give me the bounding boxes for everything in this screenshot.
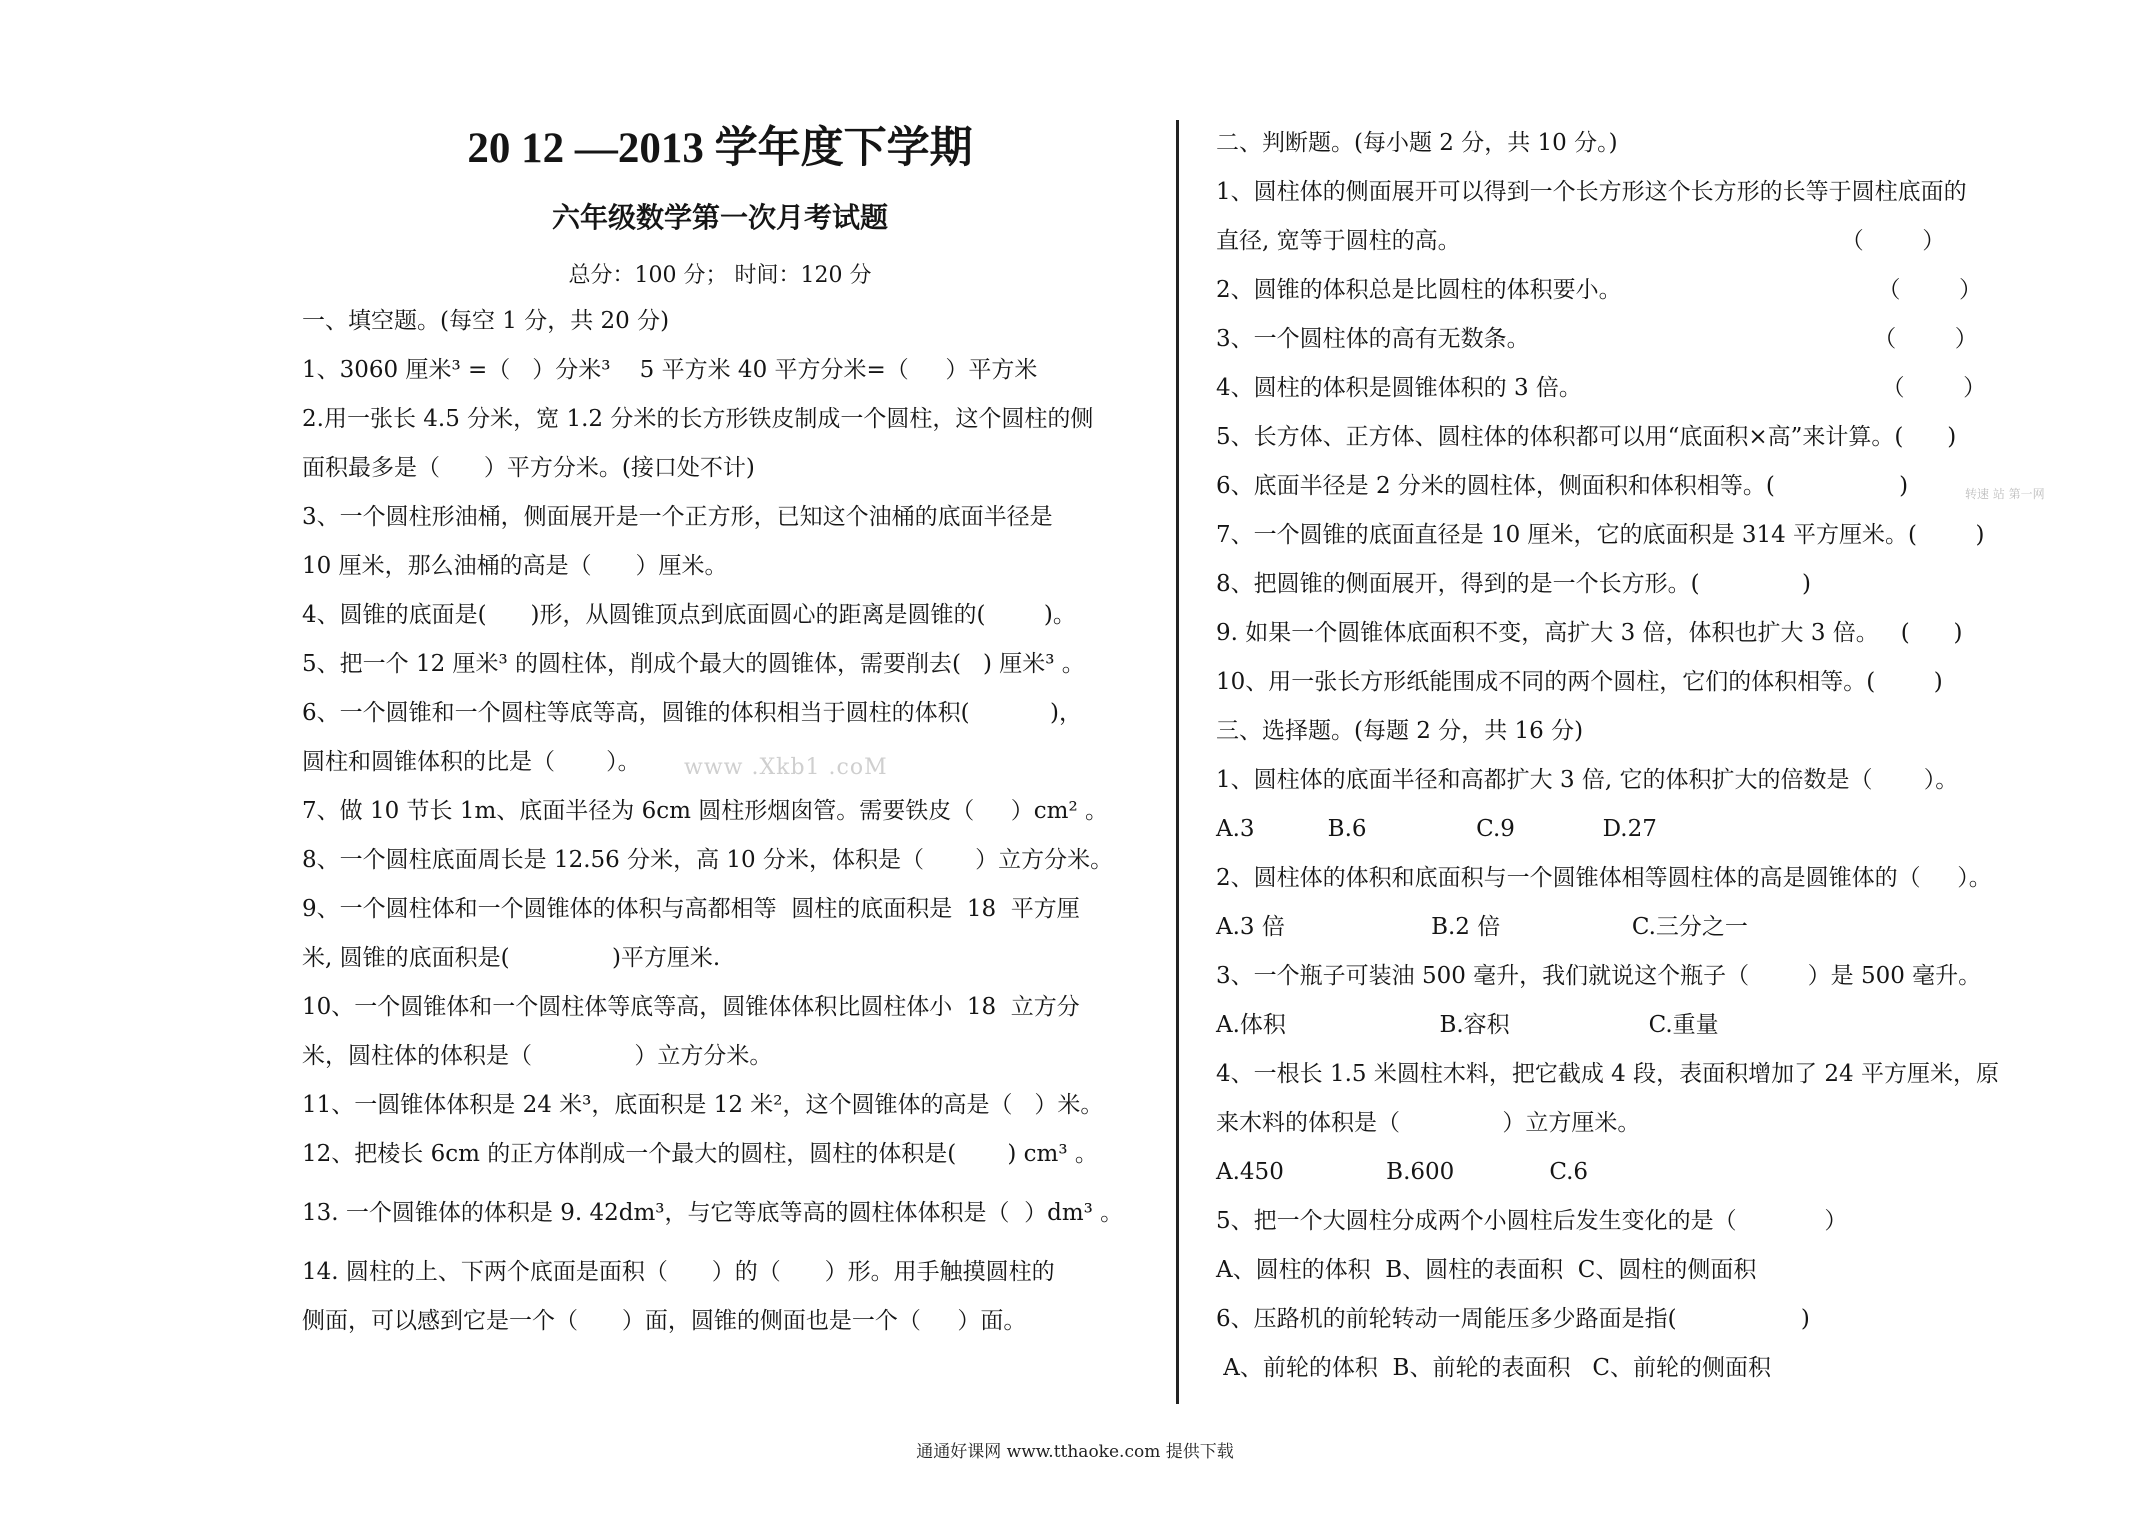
choice-options: A.3 B.6 C.9 D.27 [1216,816,1657,842]
question-line: 5、长方体、正方体、圆柱体的体积都可以用“底面积×高”来计算。( ) [1216,424,1957,450]
question-line: 3、一个圆柱体的高有无数条。 （ ） [1216,326,1978,352]
question-line: 5、把一个大圆柱分成两个小圆柱后发生变化的是（ ） [1216,1208,1848,1234]
question-line: 11、一圆锥体体积是 24 米³，底面积是 12 米²，这个圆锥体的高是（ ）米。 [302,1092,1104,1118]
section-heading-fill-blank: 一、填空题。(每空 1 分，共 20 分) [302,308,670,334]
watermark: www .Xkb1 .coM [684,755,888,780]
question-line: 8、一个圆柱底面周长是 12.56 分米，高 10 分米，体积是（ ）立方分米。 [302,847,1114,873]
question-line: 10、一个圆锥体和一个圆柱体等底等高，圆锥体体积比圆柱体小 18 立方分 [302,994,1080,1020]
question-line: 1、3060 厘米³ =（ ）分米³ 5 平方米 40 平方分米=（ ）平方米 [302,357,1038,383]
question-line: 5、把一个 12 厘米³ 的圆柱体，削成个最大的圆锥体，需要削去( ) 厘米³ 。 [302,651,1085,677]
question-line: 7、做 10 节长 1m、底面半径为 6cm 圆柱形烟囱管。需要铁皮（ ）cm² 。 [302,798,1108,824]
question-line: 1、圆柱体的底面半径和高都扩大 3 倍, 它的体积扩大的倍数是（ ）。 [1216,767,1959,793]
question-line: 2.用一张长 4.5 分米，宽 1.2 分米的长方形铁皮制成一个圆柱，这个圆柱的侧 [302,406,1094,432]
question-line: 6、一个圆锥和一个圆柱等底等高，圆锥的体积相当于圆柱的体积( )， [302,700,1083,726]
choice-options: A.450 B.600 C.6 [1216,1159,1589,1185]
question-line: 2、圆柱体的体积和底面积与一个圆锥体相等圆柱体的高是圆锥体的（ ）。 [1216,865,1992,891]
stamp-mark: 转速 站 第一网 [1965,487,2045,501]
question-line: 来木料的体积是（ ）立方厘米。 [1216,1110,1641,1136]
question-line: 13. 一个圆锥体的体积是 9. 42dm³，与它等底等高的圆柱体体积是（ ）dm³ 。 [302,1200,1124,1226]
question-line: 4、圆柱的体积是圆锥体积的 3 倍。 （ ） [1216,375,1987,401]
exam-meta: 总分：100 分； 时间：120 分 [568,263,872,288]
question-line: 14. 圆柱的上、下两个底面是面积（ ）的（ ）形。用手触摸圆柱的 [302,1259,1055,1285]
question-line: 直径, 宽等于圆柱的高。 （ ） [1216,228,1946,254]
exam-title: 20 12 —2013 学年度下学期 [467,125,973,172]
page-footer: 通通好课网 www.tthaoke.com 提供下载 [916,1442,1234,1462]
column-divider [1176,120,1179,1404]
question-line: 4、圆锥的底面是( )形，从圆锥顶点到底面圆心的距离是圆锥的( )。 [302,602,1076,628]
question-line: 圆柱和圆锥体积的比是（ ）。 [302,749,641,775]
choice-options: A、前轮的体积 B、前轮的表面积 C、前轮的侧面积 [1216,1355,1771,1381]
question-line: 米, 圆锥的底面积是( )平方厘米. [302,945,721,971]
question-line: 1、圆柱体的侧面展开可以得到一个长方形这个长方形的长等于圆柱底面的 [1216,179,1967,205]
section-heading-multiple-choice: 三、选择题。(每题 2 分，共 16 分) [1216,718,1584,744]
exam-subtitle: 六年级数学第一次月考试题 [551,201,888,234]
section-heading-true-false: 二、判断题。(每小题 2 分，共 10 分。) [1216,130,1618,156]
choice-options: A.体积 B.容积 C.重量 [1216,1012,1719,1038]
question-line: 9、一个圆柱体和一个圆锥体的体积与高都相等 圆柱的底面积是 18 平方厘 [302,896,1080,922]
question-line: 12、把棱长 6cm 的正方体削成一个最大的圆柱，圆柱的体积是( ) cm³ 。 [302,1141,1098,1167]
choice-options: A.3 倍 B.2 倍 C.三分之一 [1216,914,1748,940]
question-line: 10 厘米，那么油桶的高是（ ）厘米。 [302,553,728,579]
question-line: 侧面，可以感到它是一个（ ）面，圆锥的侧面也是一个（ ）面。 [302,1308,1027,1334]
question-line: 面积最多是（ ）平方分米。(接口处不计) [302,455,755,481]
question-line: 2、圆锥的体积总是比圆柱的体积要小。 （ ） [1216,277,1983,303]
question-line: 米，圆柱体的体积是（ ）立方分米。 [302,1043,773,1069]
question-line: 3、一个圆柱形油桶，侧面展开是一个正方形，已知这个油桶的底面半径是 [302,504,1053,530]
question-line: 6、底面半径是 2 分米的圆柱体，侧面积和体积相等。( ) [1216,473,1909,499]
question-line: 6、压路机的前轮转动一周能压多少路面是指( ) [1216,1306,1810,1332]
question-line: 3、一个瓶子可装油 500 毫升，我们就说这个瓶子（ ）是 500 毫升。 [1216,963,1982,989]
choice-options: A、圆柱的体积 B、圆柱的表面积 C、圆柱的侧面积 [1216,1257,1757,1283]
question-line: 9. 如果一个圆锥体底面积不变，高扩大 3 倍，体积也扩大 3 倍。 ( ) [1216,620,1963,646]
question-line: 8、把圆锥的侧面展开，得到的是一个长方形。( ) [1216,571,1811,597]
question-line: 7、一个圆锥的底面直径是 10 厘米，它的底面积是 314 平方厘米。( ) [1216,522,1985,548]
question-line: 4、一根长 1.5 米圆柱木料，把它截成 4 段，表面积增加了 24 平方厘米，原 [1216,1061,1999,1087]
question-line: 10、用一张长方形纸能围成不同的两个圆柱，它们的体积相等。( ) [1216,669,1943,695]
